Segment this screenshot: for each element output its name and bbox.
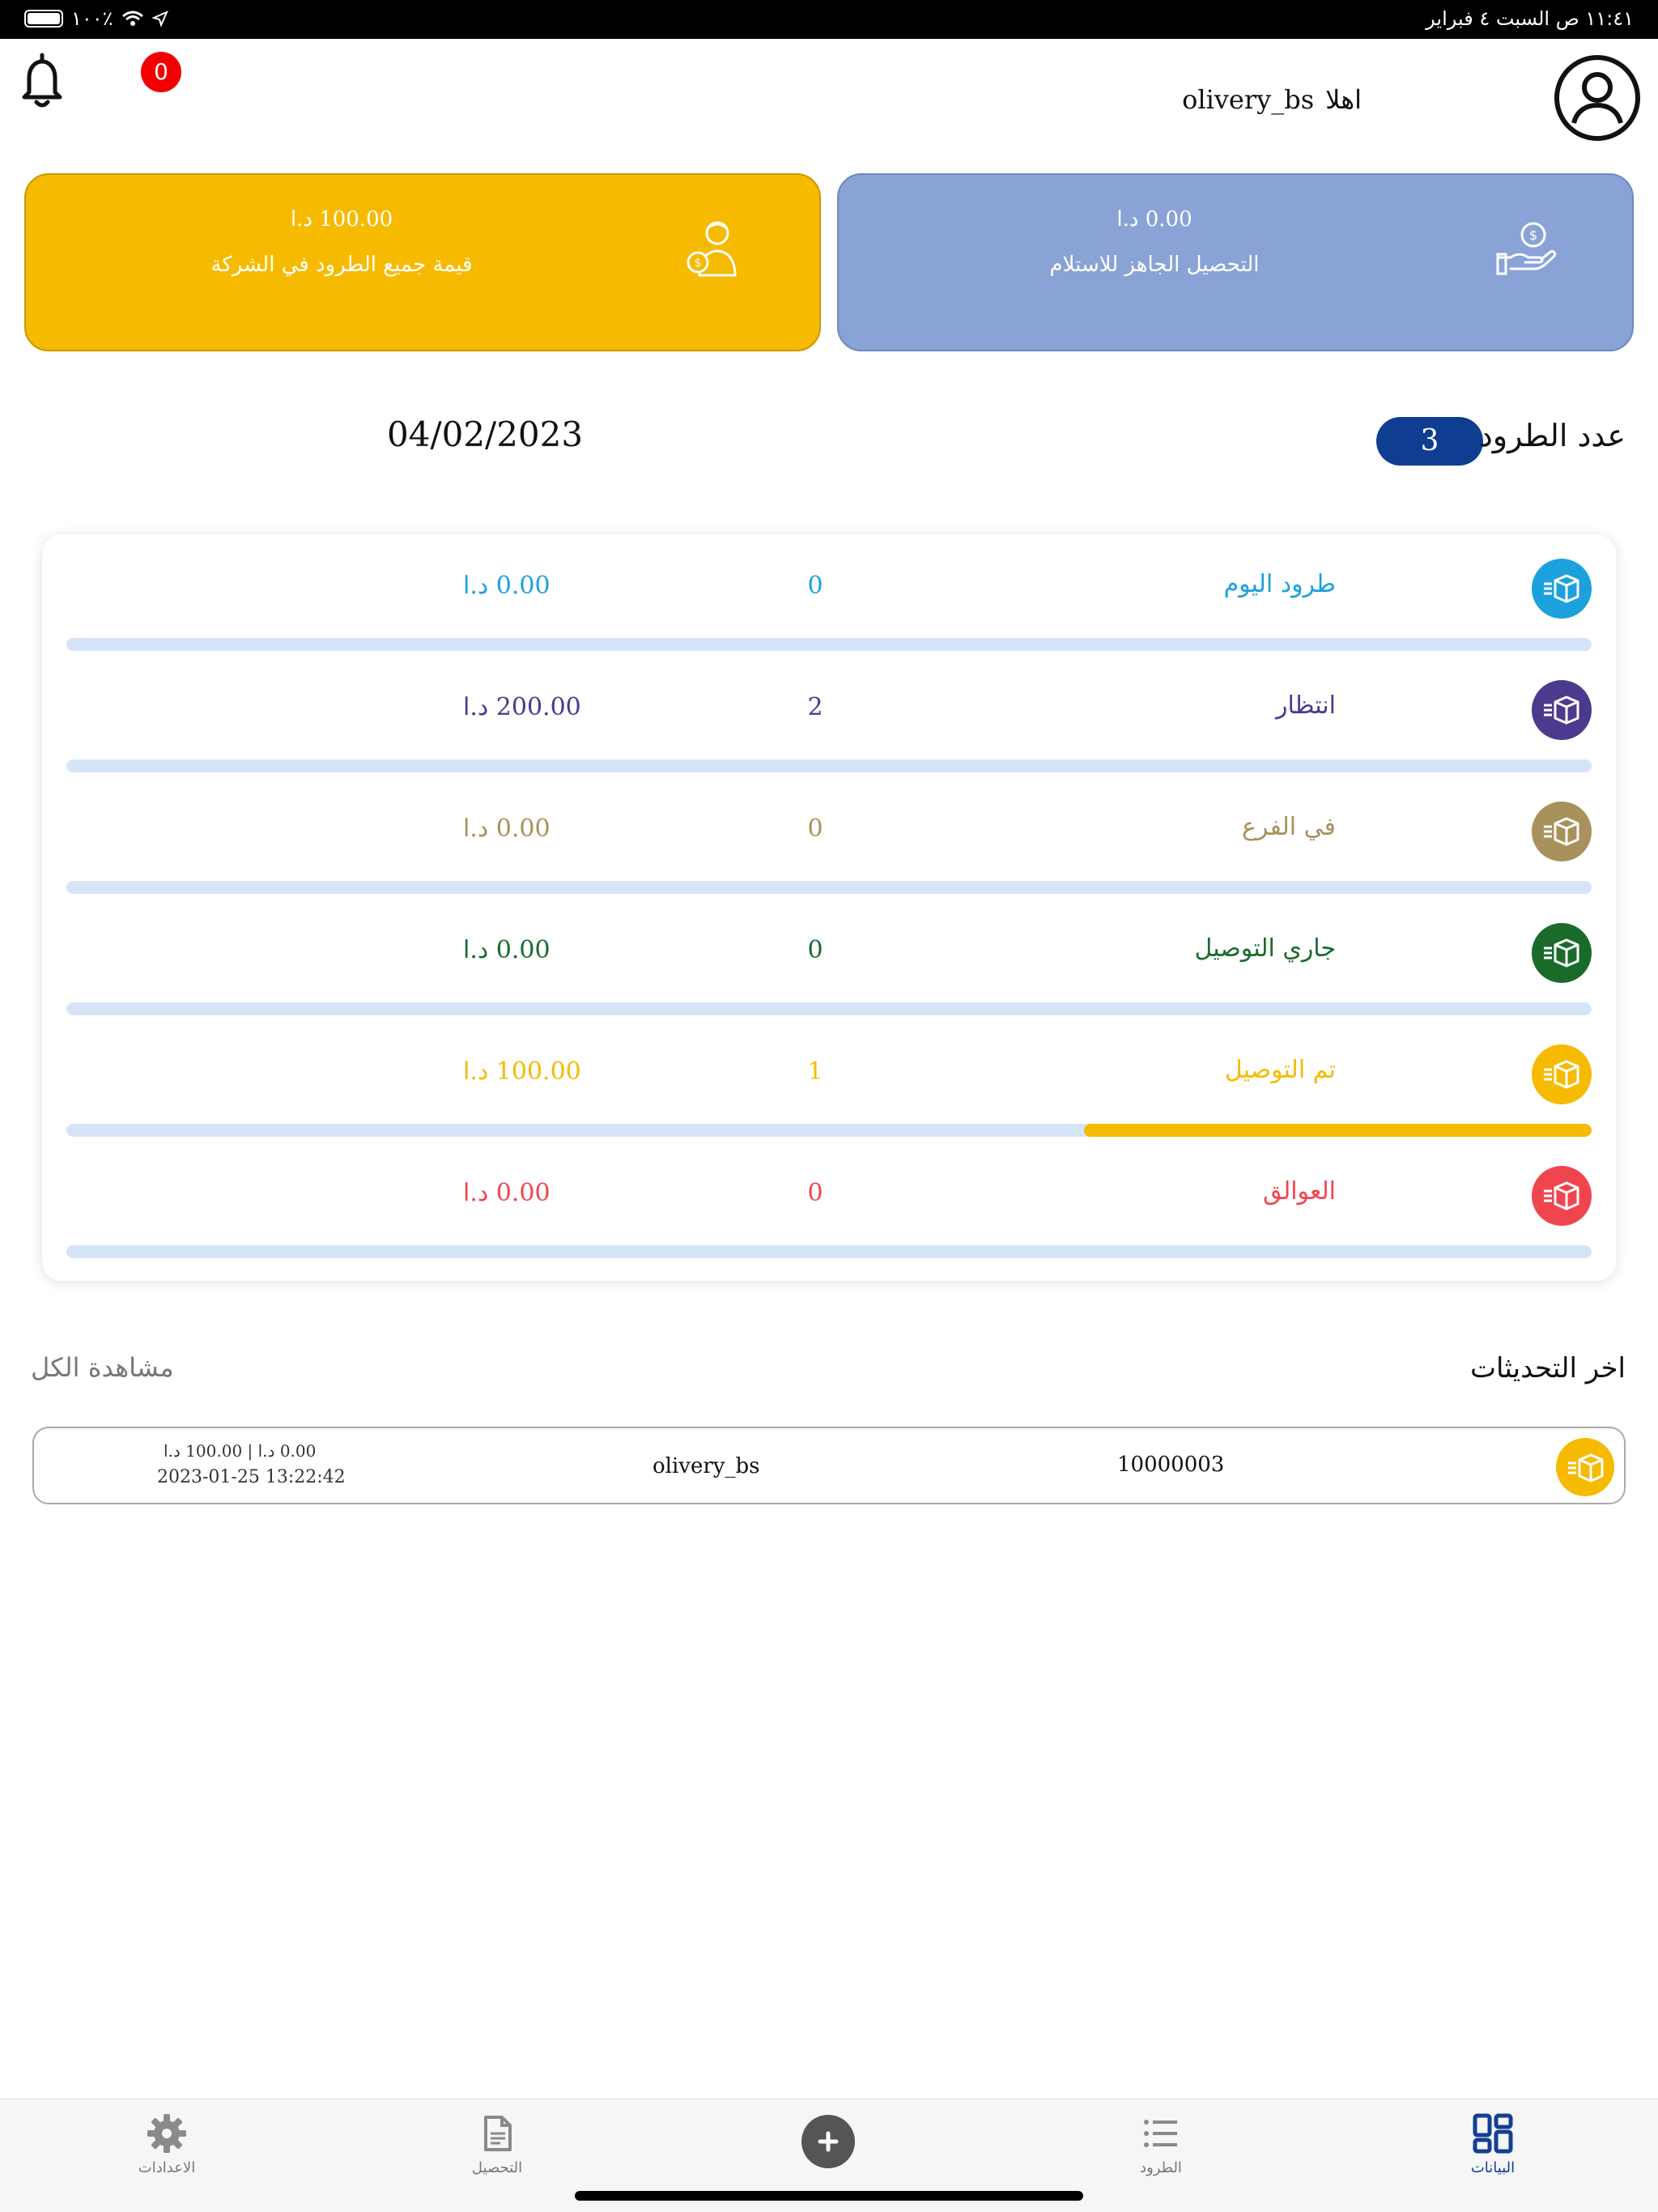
tab-parcels[interactable] [1080, 2112, 1242, 2176]
parcel-count-badge: 3 [1376, 417, 1483, 466]
status-label: العوالق [1263, 1177, 1336, 1206]
plus-icon [817, 2130, 840, 2153]
status-count: 0 [807, 572, 823, 600]
list-icon [1140, 2112, 1182, 2155]
total-value-amount: 100.00 د.ا [290, 207, 393, 232]
status-count: 0 [807, 815, 823, 843]
status-amount: 0.00 د.ا [463, 1179, 551, 1207]
status-progress-track [66, 881, 1592, 894]
ready-collection-card[interactable] [837, 173, 1634, 351]
bell-icon[interactable] [18, 52, 66, 110]
location-arrow-icon [152, 11, 168, 27]
status-amount: 0.00 د.ا [463, 936, 551, 964]
status-amount: 100.00 د.ا [463, 1057, 581, 1086]
tab-dashboard[interactable] [1412, 2112, 1574, 2176]
summary-date: 04/02/2023 [387, 415, 584, 454]
status-row[interactable] [42, 1142, 1616, 1263]
status-count: 0 [807, 1179, 823, 1207]
home-indicator [575, 2191, 1083, 2201]
status-progress-fill [1084, 1124, 1592, 1137]
update-parcel-code: 10000003 [1117, 1453, 1225, 1477]
ready-collection-label: التحصيل الجاهز للاستلام [1049, 253, 1260, 277]
status-bar-left [24, 7, 168, 30]
status-progress-track [66, 638, 1592, 651]
status-progress-track [66, 1124, 1592, 1137]
status-count: 0 [807, 936, 823, 964]
status-amount: 0.00 د.ا [463, 815, 551, 843]
profile-avatar-icon[interactable] [1553, 53, 1642, 143]
tab-settings[interactable] [86, 2112, 248, 2176]
status-bar [0, 0, 1658, 39]
parcel-status-icon [1532, 1166, 1592, 1226]
battery-percent: ١٠٠٪ [71, 7, 113, 30]
status-count: 2 [807, 693, 823, 721]
dashboard-grid-icon [1472, 2112, 1514, 2155]
tab-label-settings: الاعدادات [138, 2159, 196, 2176]
status-time-date: ١١:٤١ ص السبت ٤ فبراير [1426, 7, 1634, 30]
hand-money-icon [1494, 217, 1559, 282]
notification-badge: 0 [141, 52, 181, 92]
status-label: جاري التوصيل [1194, 934, 1336, 963]
greeting [1182, 84, 1362, 115]
status-label: طرود اليوم [1223, 570, 1336, 598]
ready-collection-amount: 0.00 د.ا [1116, 207, 1192, 232]
parcel-status-icon [1532, 1044, 1592, 1104]
status-panel [42, 534, 1616, 1281]
svg-text:$: $ [694, 257, 702, 270]
tab-collection[interactable] [416, 2112, 578, 2176]
update-amounts: 0.00 د.ا | 100.00 د.ا [164, 1441, 317, 1461]
status-count: 1 [807, 1057, 823, 1086]
tab-label-collection: التحصيل [471, 2159, 523, 2176]
add-parcel-button[interactable] [801, 2115, 855, 2168]
status-amount: 0.00 د.ا [463, 572, 551, 600]
money-person-icon [682, 217, 746, 282]
status-amount: 200.00 د.ا [463, 693, 581, 721]
total-value-label: قيمة جميع الطرود في الشركة [210, 253, 473, 277]
status-progress-track [66, 1245, 1592, 1258]
status-label: في الفرع [1242, 813, 1336, 841]
update-timestamp: 2023-01-25 13:22:42 [157, 1467, 346, 1487]
status-row[interactable] [42, 534, 1616, 656]
svg-text:$: $ [1528, 228, 1538, 243]
gear-icon [146, 2112, 188, 2155]
status-label: انتظار [1276, 691, 1336, 720]
status-row[interactable] [42, 1020, 1616, 1142]
status-label: تم التوصيل [1224, 1056, 1336, 1084]
wifi-icon [121, 10, 144, 28]
status-row[interactable] [42, 656, 1616, 777]
parcel-status-icon [1532, 680, 1592, 740]
username: olivery_bs [1182, 84, 1315, 115]
update-username: olivery_bs [653, 1454, 760, 1478]
status-progress-track [66, 1002, 1592, 1015]
latest-updates-title: اخر التحديثات [1470, 1352, 1626, 1385]
status-row[interactable] [42, 899, 1616, 1020]
update-list-item[interactable] [32, 1427, 1626, 1504]
greeting-text: اهلا [1325, 84, 1362, 115]
status-row[interactable] [42, 777, 1616, 899]
tab-label-dashboard: البيانات [1470, 2159, 1516, 2176]
parcel-status-icon [1532, 802, 1592, 861]
parcel-status-icon [1532, 559, 1592, 619]
status-progress-track [66, 759, 1592, 772]
parcel-count-label: عدد الطرود [1478, 418, 1626, 453]
document-icon [476, 2112, 518, 2155]
parcel-status-icon [1532, 923, 1592, 983]
total-value-card[interactable] [24, 173, 821, 351]
parcel-icon [1556, 1438, 1614, 1496]
battery-icon [24, 10, 63, 28]
view-all-link[interactable]: مشاهدة الكل [31, 1352, 174, 1383]
tab-label-parcels: الطرود [1140, 2159, 1182, 2176]
